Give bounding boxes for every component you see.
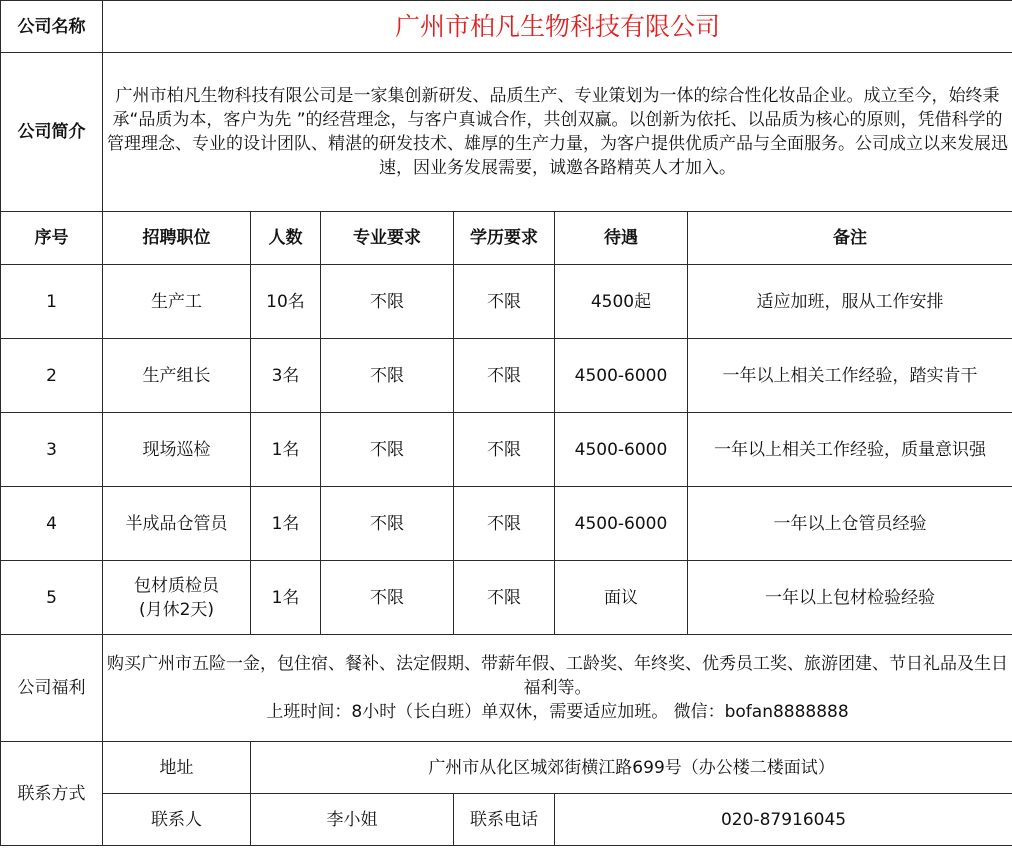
table-row <box>1 413 1012 487</box>
company-intro-row <box>1 53 1012 212</box>
job-no: 2 <box>1 339 103 413</box>
table-row <box>1 561 1012 635</box>
job-remarks: 一年以上仓管员经验 <box>688 487 1012 561</box>
job-major: 不限 <box>321 413 454 487</box>
address-value: 广州市从化区城郊街横江路699号（办公楼二楼面试） <box>251 742 1012 794</box>
job-position <box>103 265 251 339</box>
job-position <box>103 561 251 635</box>
job-no: 3 <box>1 413 103 487</box>
job-position <box>103 339 251 413</box>
job-salary: 4500-6000 <box>555 413 688 487</box>
company-intro-label: 公司简介 <box>1 53 103 212</box>
job-remarks: 一年以上包材检验经验 <box>688 561 1012 635</box>
table-header-row <box>1 212 1012 265</box>
job-salary: 4500起 <box>555 265 688 339</box>
job-major: 不限 <box>321 487 454 561</box>
company-name-label: 公司名称 <box>1 1 103 53</box>
address-label: 地址 <box>103 742 251 794</box>
header-position: 招聘职位 <box>103 212 251 265</box>
table-row <box>1 339 1012 413</box>
job-education: 不限 <box>454 561 555 635</box>
job-major: 不限 <box>321 265 454 339</box>
job-major: 不限 <box>321 339 454 413</box>
table-row <box>1 487 1012 561</box>
company-name: 广州市柏凡生物科技有限公司 <box>103 1 1012 53</box>
contact-person-row <box>1 794 1012 846</box>
header-count: 人数 <box>251 212 321 265</box>
job-position <box>103 413 251 487</box>
job-no: 1 <box>1 265 103 339</box>
job-no: 4 <box>1 487 103 561</box>
header-remarks: 备注 <box>688 212 1012 265</box>
job-position-title: 半成品仓管员 <box>125 513 228 534</box>
job-position-title: 包材质检员 <box>134 575 219 596</box>
company-intro-text: 广州市柏凡生物科技有限公司是一家集创新研发、品质生产、专业策划为一体的综合性化妆品企业。成立至今，始终秉承“品质为本，客户为先 ”的经营理念，与客户真诚合作，共创双赢。以创新为依托、以品质为核心的原则，凭借科学的管理理念、专业的设计团队、精湛的研发技术、雄厚的生产力量，为客户提供优质产品与全面服务。公司成立以来发展迅速，因业务发展需要，诚邀各路精英人才加入。 <box>103 53 1012 212</box>
job-count: 1名 <box>251 487 321 561</box>
job-position <box>103 487 251 561</box>
contact-address-row <box>1 742 1012 794</box>
header-salary: 待遇 <box>555 212 688 265</box>
job-count: 3名 <box>251 339 321 413</box>
table-row <box>1 265 1012 339</box>
job-position-title: 现场巡检 <box>142 439 211 460</box>
job-position-title: 生产组长 <box>142 365 211 386</box>
job-education: 不限 <box>454 487 555 561</box>
job-no: 5 <box>1 561 103 635</box>
benefits-row <box>1 635 1012 742</box>
job-position-note: (月休2天) <box>138 599 215 620</box>
contact-person-label: 联系人 <box>103 794 251 846</box>
job-count: 10名 <box>251 265 321 339</box>
header-no: 序号 <box>1 212 103 265</box>
job-remarks: 一年以上相关工作经验，踏实肯干 <box>688 339 1012 413</box>
contact-person-value: 李小姐 <box>251 794 454 846</box>
header-major: 专业要求 <box>321 212 454 265</box>
job-salary: 4500-6000 <box>555 487 688 561</box>
header-education: 学历要求 <box>454 212 555 265</box>
job-remarks: 适应加班，服从工作安排 <box>688 265 1012 339</box>
contact-phone-value: 020-87916045 <box>555 794 1012 846</box>
job-remarks: 一年以上相关工作经验，质量意识强 <box>688 413 1012 487</box>
benefits-cell <box>103 635 1012 742</box>
job-education: 不限 <box>454 413 555 487</box>
company-name-row <box>1 1 1012 53</box>
job-salary: 面议 <box>555 561 688 635</box>
job-position-title: 生产工 <box>151 291 202 312</box>
job-major: 不限 <box>321 561 454 635</box>
work-hours-text: 上班时间：8小时（长白班）单双休，需要适应加班。 微信：bofan8888888 <box>266 702 849 722</box>
benefits-label: 公司福利 <box>1 635 103 742</box>
job-education: 不限 <box>454 339 555 413</box>
job-salary: 4500-6000 <box>555 339 688 413</box>
contact-phone-label: 联系电话 <box>454 794 555 846</box>
job-count: 1名 <box>251 413 321 487</box>
job-education: 不限 <box>454 265 555 339</box>
job-count: 1名 <box>251 561 321 635</box>
benefits-text: 购买广州市五险一金，包住宿、餐补、法定假期、带薪年假、工龄奖、年终奖、优秀员工奖、旅游团建、节日礼品及生日福利等。 <box>107 654 1009 698</box>
contact-label: 联系方式 <box>1 742 103 846</box>
